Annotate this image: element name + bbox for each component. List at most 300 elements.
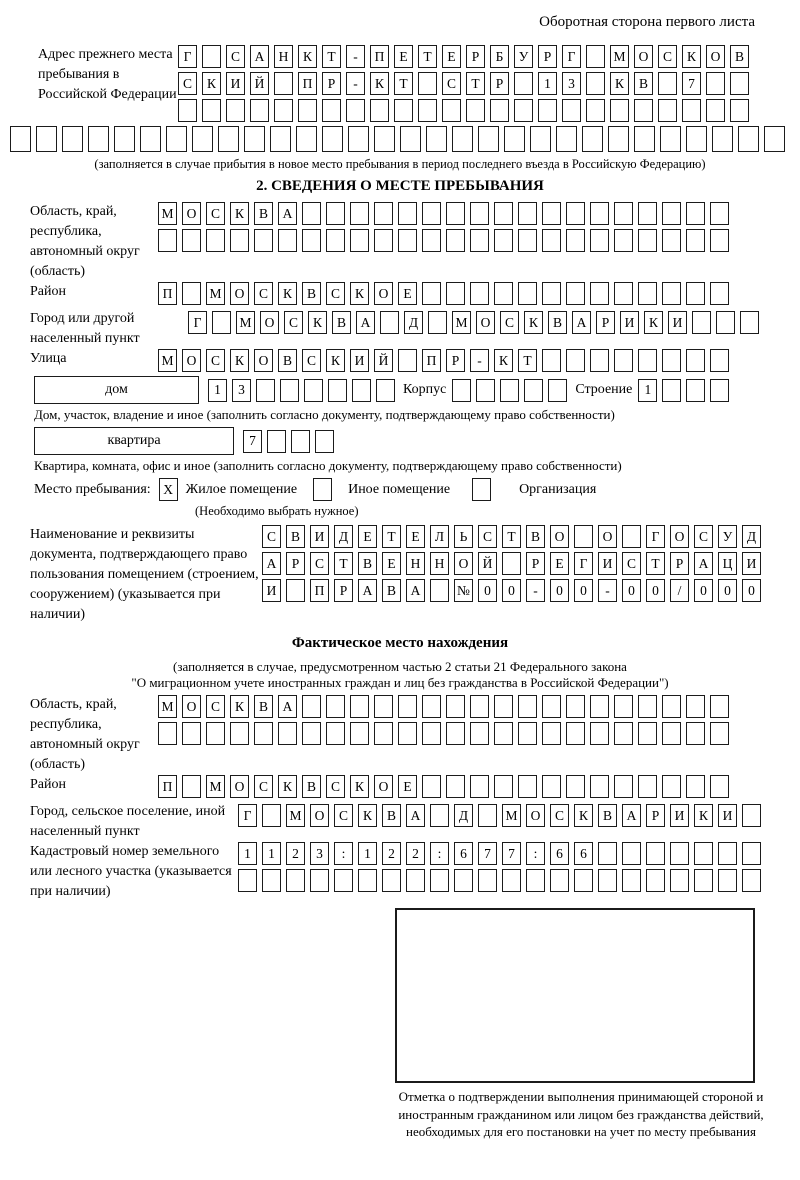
char-cell: 0 bbox=[574, 579, 593, 602]
char-cell: Р bbox=[538, 45, 557, 68]
char-cell bbox=[742, 869, 761, 892]
district-label: Район bbox=[30, 284, 66, 299]
char-cell bbox=[428, 311, 447, 334]
char-cell bbox=[274, 72, 293, 95]
char-cell bbox=[326, 722, 345, 745]
char-cell bbox=[494, 695, 513, 718]
char-cell bbox=[614, 349, 633, 372]
char-cell bbox=[638, 722, 657, 745]
char-cell: В bbox=[302, 282, 321, 305]
char-cell: 1 bbox=[262, 842, 281, 865]
char-cell bbox=[542, 722, 561, 745]
char-cell bbox=[622, 869, 641, 892]
stroenie-label: Строение bbox=[575, 382, 633, 397]
char-cell: В bbox=[254, 695, 273, 718]
char-cell: Г bbox=[574, 552, 593, 575]
char-cell bbox=[478, 869, 497, 892]
char-cell: 3 bbox=[310, 842, 329, 865]
char-cell bbox=[470, 202, 489, 225]
char-cell: С bbox=[326, 282, 345, 305]
char-cell bbox=[256, 379, 275, 402]
char-cell: О bbox=[182, 349, 201, 372]
char-cell: К bbox=[202, 72, 221, 95]
char-cell: М bbox=[286, 804, 305, 827]
page-header-note: Оборотная сторона первого листа bbox=[539, 14, 755, 30]
char-cell bbox=[244, 126, 265, 152]
char-cell: С bbox=[326, 775, 345, 798]
char-cell bbox=[638, 282, 657, 305]
char-cell bbox=[548, 379, 567, 402]
char-cell bbox=[566, 349, 585, 372]
char-cell bbox=[452, 126, 473, 152]
char-cell bbox=[250, 99, 269, 122]
char-cell: В bbox=[382, 804, 401, 827]
char-cell bbox=[610, 99, 629, 122]
char-cell bbox=[686, 379, 705, 402]
char-cell: Й bbox=[478, 552, 497, 575]
char-cell: 0 bbox=[478, 579, 497, 602]
char-cell bbox=[446, 775, 465, 798]
char-cell bbox=[686, 229, 705, 252]
char-cell bbox=[238, 869, 257, 892]
region-row-2 bbox=[158, 229, 729, 252]
char-cell: Р bbox=[446, 349, 465, 372]
char-cell bbox=[302, 695, 321, 718]
cadastral-row-2 bbox=[238, 869, 761, 892]
char-cell bbox=[638, 229, 657, 252]
char-cell bbox=[140, 126, 161, 152]
char-cell: О bbox=[260, 311, 279, 334]
actual-region-row-1 bbox=[158, 695, 729, 718]
char-cell: С bbox=[284, 311, 303, 334]
char-cell: Й bbox=[250, 72, 269, 95]
confirmation-stamp-note: Отметка о подтверждении выполнения принимающей стороной и иностранным гражданином или лицом без гражданства действий, необходимых для его постановки на учет по месту пребывания bbox=[398, 1089, 764, 1139]
char-cell: С bbox=[478, 525, 497, 548]
char-cell bbox=[182, 775, 201, 798]
char-cell: - bbox=[346, 72, 365, 95]
char-cell: К bbox=[230, 695, 249, 718]
cadastral-label: Кадастровый номер земельного или лесного участка (указывается при наличии) bbox=[30, 844, 232, 899]
char-cell: М bbox=[158, 349, 177, 372]
char-cell bbox=[614, 282, 633, 305]
char-cell bbox=[470, 695, 489, 718]
actual-region-field bbox=[10, 695, 790, 775]
char-cell bbox=[278, 722, 297, 745]
char-cell bbox=[446, 695, 465, 718]
char-cell bbox=[694, 842, 713, 865]
char-cell: К bbox=[350, 282, 369, 305]
street-field bbox=[10, 349, 790, 376]
house-row bbox=[34, 376, 790, 404]
char-cell: И bbox=[620, 311, 639, 334]
char-cell: С bbox=[310, 552, 329, 575]
char-cell bbox=[686, 202, 705, 225]
actual-district-field bbox=[10, 775, 790, 802]
char-cell bbox=[706, 72, 725, 95]
char-cell bbox=[182, 282, 201, 305]
char-cell bbox=[352, 379, 371, 402]
char-cell bbox=[662, 229, 681, 252]
char-cell bbox=[298, 99, 317, 122]
char-cell bbox=[598, 869, 617, 892]
char-cell bbox=[566, 282, 585, 305]
char-cell: - bbox=[526, 579, 545, 602]
char-cell: Н bbox=[406, 552, 425, 575]
char-cell: К bbox=[682, 45, 701, 68]
char-cell bbox=[662, 379, 681, 402]
char-cell: Й bbox=[374, 349, 393, 372]
char-cell: С bbox=[206, 349, 225, 372]
char-cell: В bbox=[634, 72, 653, 95]
char-cell: Т bbox=[394, 72, 413, 95]
char-cell: 1 bbox=[358, 842, 377, 865]
char-cell bbox=[662, 775, 681, 798]
char-cell bbox=[476, 379, 495, 402]
char-cell: И bbox=[742, 552, 761, 575]
char-cell: : bbox=[430, 842, 449, 865]
char-cell: М bbox=[206, 282, 225, 305]
actual-region-label: Область, край, республика, автономный округ (область) bbox=[30, 697, 140, 772]
char-cell: А bbox=[278, 202, 297, 225]
char-cell: Т bbox=[466, 72, 485, 95]
char-cell: 7 bbox=[243, 430, 262, 453]
char-cell: С bbox=[500, 311, 519, 334]
char-cell bbox=[646, 869, 665, 892]
char-cell: 0 bbox=[646, 579, 665, 602]
char-cell: Е bbox=[398, 282, 417, 305]
char-cell: - bbox=[598, 579, 617, 602]
char-cell: Л bbox=[430, 525, 449, 548]
char-cell: У bbox=[718, 525, 737, 548]
char-cell: С bbox=[206, 695, 225, 718]
char-cell bbox=[538, 99, 557, 122]
char-cell: С bbox=[334, 804, 353, 827]
actual-city-row bbox=[238, 804, 761, 827]
char-cell bbox=[582, 126, 603, 152]
char-cell: О bbox=[476, 311, 495, 334]
char-cell: С bbox=[254, 282, 273, 305]
char-cell bbox=[712, 126, 733, 152]
char-cell: 3 bbox=[562, 72, 581, 95]
char-cell: И bbox=[718, 804, 737, 827]
char-cell bbox=[692, 311, 711, 334]
char-cell bbox=[494, 202, 513, 225]
char-cell bbox=[267, 430, 286, 453]
char-cell: К bbox=[350, 775, 369, 798]
char-cell bbox=[212, 311, 231, 334]
prev-address-row-1 bbox=[178, 45, 749, 68]
char-cell: 2 bbox=[382, 842, 401, 865]
char-cell: К bbox=[524, 311, 543, 334]
char-cell: М bbox=[206, 775, 225, 798]
char-cell: К bbox=[230, 202, 249, 225]
char-cell bbox=[206, 229, 225, 252]
char-cell bbox=[586, 99, 605, 122]
char-cell bbox=[686, 695, 705, 718]
region-label: Область, край, республика, автономный округ (область) bbox=[30, 204, 140, 279]
char-cell bbox=[524, 379, 543, 402]
char-cell bbox=[566, 722, 585, 745]
char-cell bbox=[638, 202, 657, 225]
char-cell bbox=[302, 722, 321, 745]
char-cell: С bbox=[178, 72, 197, 95]
char-cell: С bbox=[658, 45, 677, 68]
prev-address-row-4 bbox=[10, 126, 790, 152]
cadastral-field bbox=[10, 842, 790, 902]
char-cell bbox=[542, 349, 561, 372]
char-cell: О bbox=[598, 525, 617, 548]
char-cell: С bbox=[254, 775, 273, 798]
char-cell bbox=[430, 579, 449, 602]
char-cell: К bbox=[230, 349, 249, 372]
char-cell: О bbox=[374, 282, 393, 305]
char-cell bbox=[206, 722, 225, 745]
char-cell bbox=[406, 869, 425, 892]
char-cell bbox=[614, 695, 633, 718]
city-label: Город или другой населенный пункт bbox=[30, 311, 140, 346]
char-cell: А bbox=[572, 311, 591, 334]
char-cell: Т bbox=[646, 552, 665, 575]
char-cell: А bbox=[262, 552, 281, 575]
char-cell bbox=[400, 126, 421, 152]
char-cell: Н bbox=[430, 552, 449, 575]
char-cell bbox=[710, 775, 729, 798]
char-cell: 3 bbox=[232, 379, 251, 402]
char-cell bbox=[280, 379, 299, 402]
char-cell: А bbox=[356, 311, 375, 334]
char-cell bbox=[286, 869, 305, 892]
char-cell bbox=[542, 202, 561, 225]
char-cell bbox=[310, 869, 329, 892]
char-cell: А bbox=[406, 579, 425, 602]
char-cell: Е bbox=[382, 552, 401, 575]
char-cell: О bbox=[310, 804, 329, 827]
section2-title: 2. СВЕДЕНИЯ О МЕСТЕ ПРЕБЫВАНИЯ bbox=[256, 178, 544, 194]
char-cell: И bbox=[598, 552, 617, 575]
apartment-row bbox=[34, 427, 790, 455]
char-cell bbox=[634, 99, 653, 122]
char-cell bbox=[670, 842, 689, 865]
char-cell: Ц bbox=[718, 552, 737, 575]
char-cell: Д bbox=[742, 525, 761, 548]
char-cell bbox=[566, 775, 585, 798]
char-cell: Е bbox=[358, 525, 377, 548]
residential-checkbox: X bbox=[159, 478, 178, 501]
prev-address-row-2 bbox=[178, 72, 749, 95]
char-cell bbox=[346, 99, 365, 122]
char-cell bbox=[634, 126, 655, 152]
char-cell bbox=[446, 282, 465, 305]
char-cell: О bbox=[706, 45, 725, 68]
char-cell: А bbox=[278, 695, 297, 718]
house-number-cells bbox=[208, 379, 395, 402]
char-cell: А bbox=[622, 804, 641, 827]
char-cell bbox=[658, 72, 677, 95]
char-cell: 1 bbox=[208, 379, 227, 402]
char-cell: 0 bbox=[502, 579, 521, 602]
document-field bbox=[10, 525, 790, 625]
char-cell bbox=[398, 695, 417, 718]
char-cell bbox=[398, 202, 417, 225]
char-cell bbox=[586, 45, 605, 68]
char-cell bbox=[686, 349, 705, 372]
char-cell bbox=[254, 229, 273, 252]
char-cell: П bbox=[422, 349, 441, 372]
char-cell bbox=[590, 282, 609, 305]
char-cell: Р bbox=[490, 72, 509, 95]
street-label: Улица bbox=[30, 351, 67, 366]
other-premises-checkbox bbox=[313, 478, 332, 501]
organization-option-label: Организация bbox=[519, 481, 597, 497]
char-cell: И bbox=[668, 311, 687, 334]
char-cell bbox=[286, 579, 305, 602]
char-cell: П bbox=[298, 72, 317, 95]
char-cell bbox=[230, 229, 249, 252]
char-cell: 7 bbox=[478, 842, 497, 865]
char-cell: К bbox=[308, 311, 327, 334]
char-cell: С bbox=[550, 804, 569, 827]
char-cell bbox=[452, 379, 471, 402]
char-cell: К bbox=[610, 72, 629, 95]
char-cell bbox=[500, 379, 519, 402]
char-cell bbox=[566, 695, 585, 718]
char-cell: О bbox=[526, 804, 545, 827]
char-cell bbox=[302, 229, 321, 252]
char-cell bbox=[326, 695, 345, 718]
char-cell bbox=[166, 126, 187, 152]
char-cell: / bbox=[670, 579, 689, 602]
char-cell: Т bbox=[518, 349, 537, 372]
char-cell: К bbox=[298, 45, 317, 68]
char-cell bbox=[470, 282, 489, 305]
char-cell bbox=[114, 126, 135, 152]
char-cell bbox=[374, 126, 395, 152]
char-cell bbox=[494, 229, 513, 252]
char-cell bbox=[262, 804, 281, 827]
char-cell bbox=[622, 525, 641, 548]
char-cell: М bbox=[452, 311, 471, 334]
char-cell: 1 bbox=[538, 72, 557, 95]
char-cell: Т bbox=[418, 45, 437, 68]
char-cell bbox=[518, 695, 537, 718]
char-cell: А bbox=[694, 552, 713, 575]
char-cell: 0 bbox=[694, 579, 713, 602]
char-cell bbox=[738, 126, 759, 152]
char-cell bbox=[662, 282, 681, 305]
char-cell: Т bbox=[334, 552, 353, 575]
char-cell bbox=[494, 722, 513, 745]
char-cell: 0 bbox=[718, 579, 737, 602]
char-cell: К bbox=[358, 804, 377, 827]
char-cell bbox=[590, 775, 609, 798]
char-cell bbox=[350, 722, 369, 745]
char-cell: О bbox=[634, 45, 653, 68]
city-field bbox=[10, 309, 790, 349]
char-cell bbox=[614, 775, 633, 798]
char-cell: П bbox=[310, 579, 329, 602]
char-cell bbox=[322, 126, 343, 152]
char-cell: С bbox=[262, 525, 281, 548]
char-cell bbox=[622, 842, 641, 865]
char-cell bbox=[730, 72, 749, 95]
char-cell bbox=[422, 722, 441, 745]
char-cell: В bbox=[332, 311, 351, 334]
char-cell: К bbox=[370, 72, 389, 95]
char-cell bbox=[374, 722, 393, 745]
korpus-cells bbox=[452, 379, 567, 402]
char-cell: И bbox=[262, 579, 281, 602]
char-cell bbox=[304, 379, 323, 402]
char-cell bbox=[328, 379, 347, 402]
char-cell: Д bbox=[454, 804, 473, 827]
char-cell bbox=[326, 229, 345, 252]
char-cell bbox=[490, 99, 509, 122]
korpus-label: Корпус bbox=[403, 382, 447, 397]
char-cell: В bbox=[526, 525, 545, 548]
char-cell: 0 bbox=[742, 579, 761, 602]
char-cell: Г bbox=[188, 311, 207, 334]
other-premises-option-label: Иное помещение bbox=[348, 481, 451, 497]
char-cell bbox=[590, 722, 609, 745]
char-cell bbox=[662, 202, 681, 225]
char-cell bbox=[326, 202, 345, 225]
char-cell: И bbox=[310, 525, 329, 548]
actual-city-label: Город, сельское поселение, иной населенный пункт bbox=[30, 804, 226, 839]
char-cell bbox=[598, 842, 617, 865]
char-cell bbox=[422, 202, 441, 225]
actual-location-title: Фактическое место нахождения bbox=[291, 635, 509, 651]
char-cell bbox=[590, 349, 609, 372]
char-cell: К bbox=[694, 804, 713, 827]
char-cell bbox=[270, 126, 291, 152]
char-cell bbox=[254, 722, 273, 745]
document-label: Наименование и реквизиты документа, подтверждающего право пользования помещением (строением, сооружением) (указывается при наличии) bbox=[30, 527, 259, 622]
char-cell: О bbox=[454, 552, 473, 575]
char-cell bbox=[422, 775, 441, 798]
char-cell bbox=[682, 99, 701, 122]
char-cell: 1 bbox=[238, 842, 257, 865]
house-note: Дом, участок, владение и иное (заполнить согласно документу, подтверждающему право собственности) bbox=[34, 407, 615, 422]
char-cell bbox=[36, 126, 57, 152]
char-cell: С bbox=[226, 45, 245, 68]
char-cell bbox=[662, 722, 681, 745]
char-cell bbox=[740, 311, 759, 334]
char-cell: Г bbox=[178, 45, 197, 68]
char-cell: В bbox=[286, 525, 305, 548]
char-cell bbox=[322, 99, 341, 122]
char-cell: И bbox=[350, 349, 369, 372]
char-cell bbox=[430, 804, 449, 827]
char-cell bbox=[542, 229, 561, 252]
char-cell bbox=[422, 229, 441, 252]
char-cell: Р bbox=[286, 552, 305, 575]
char-cell bbox=[202, 45, 221, 68]
stay-type-label: Место пребывания: bbox=[34, 481, 151, 497]
char-cell: 7 bbox=[682, 72, 701, 95]
char-cell: В bbox=[382, 579, 401, 602]
char-cell bbox=[478, 804, 497, 827]
char-cell bbox=[262, 869, 281, 892]
char-cell bbox=[710, 722, 729, 745]
char-cell bbox=[422, 282, 441, 305]
char-cell bbox=[730, 99, 749, 122]
char-cell bbox=[658, 99, 677, 122]
char-cell: 6 bbox=[574, 842, 593, 865]
char-cell: П bbox=[158, 282, 177, 305]
char-cell: 6 bbox=[454, 842, 473, 865]
document-row-3 bbox=[262, 579, 761, 602]
char-cell: - bbox=[346, 45, 365, 68]
